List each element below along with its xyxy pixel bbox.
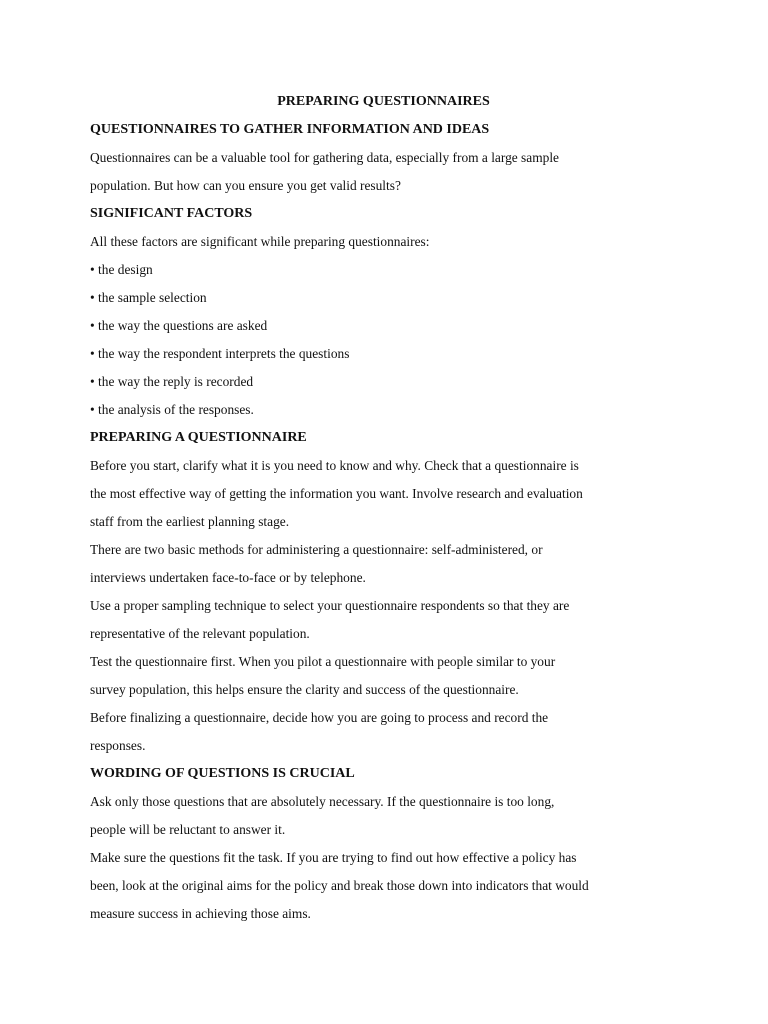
list-item: • the way the respondent interprets the questions — [90, 346, 350, 361]
paragraph-line: Make sure the questions fit the task. If you are trying to find out how effective a policy has — [90, 850, 577, 865]
paragraph-testing — [90, 648, 690, 704]
paragraph-line: people will be reluctant to answer it. — [90, 822, 286, 837]
paragraph-line: There are two basic methods for administering a questionnaire: self-administered, or — [90, 542, 543, 557]
paragraph-line: representative of the relevant population. — [90, 626, 310, 641]
paragraph-line: Questionnaires can be a valuable tool for gathering data, especially from a large sample — [90, 150, 559, 165]
list-item: • the way the reply is recorded — [90, 374, 254, 389]
paragraph-finalizing — [90, 704, 690, 760]
list-item: • the sample selection — [90, 290, 207, 305]
section-heading-preparing-questionnaire: PREPARING A QUESTIONNAIRE — [90, 430, 307, 445]
paragraph-line: been, look at the original aims for the policy and break those down into indicators that would — [90, 878, 589, 893]
list-item: • the design — [90, 262, 153, 277]
paragraph-line: Ask only those questions that are absolutely necessary. If the questionnaire is too long, — [90, 794, 555, 809]
paragraph-line: Before you start, clarify what it is you need to know and why. Check that a questionnaire is — [90, 458, 579, 473]
paragraph-methods — [90, 536, 690, 592]
section-heading-wording: WORDING OF QUESTIONS IS CRUCIAL — [90, 766, 355, 781]
list-item: • the analysis of the responses. — [90, 402, 254, 417]
paragraph-line: survey population, this helps ensure the clarity and success of the questionnaire. — [90, 682, 519, 697]
paragraph-line: population. But how can you ensure you get valid results? — [90, 178, 401, 193]
paragraph-line: measure success in achieving those aims. — [90, 906, 311, 921]
factors-intro — [90, 228, 690, 256]
paragraph-necessary-questions — [90, 788, 690, 844]
paragraph-line: interviews undertaken face-to-face or by telephone. — [90, 570, 366, 585]
section-heading-significant-factors: SIGNIFICANT FACTORS — [90, 206, 253, 221]
paragraph-fit-the-task — [90, 844, 690, 928]
paragraph-line: All these factors are significant while preparing questionnaires: — [90, 234, 430, 249]
paragraph-line: Before finalizing a questionnaire, decide how you are going to process and record the — [90, 710, 549, 725]
paragraph-line: staff from the earliest planning stage. — [90, 514, 290, 529]
factors-list — [90, 256, 690, 424]
paragraph-before-you-start — [90, 452, 690, 536]
paragraph-line: Use a proper sampling technique to select your questionnaire respondents so that they are — [90, 598, 570, 613]
paragraph-sampling — [90, 592, 690, 648]
paragraph-line: responses. — [90, 738, 146, 753]
document-body — [90, 88, 690, 928]
list-item: • the way the questions are asked — [90, 318, 268, 333]
section-heading-gather-information: QUESTIONNAIRES TO GATHER INFORMATION AND IDEAS — [90, 122, 490, 137]
paragraph-line: Test the questionnaire first. When you pilot a questionnaire with people similar to your — [90, 654, 556, 669]
paragraph-line: the most effective way of getting the information you want. Involve research and evaluation — [90, 486, 583, 501]
intro-paragraph — [90, 144, 690, 200]
document-title: PREPARING QUESTIONNAIRES — [277, 94, 490, 109]
